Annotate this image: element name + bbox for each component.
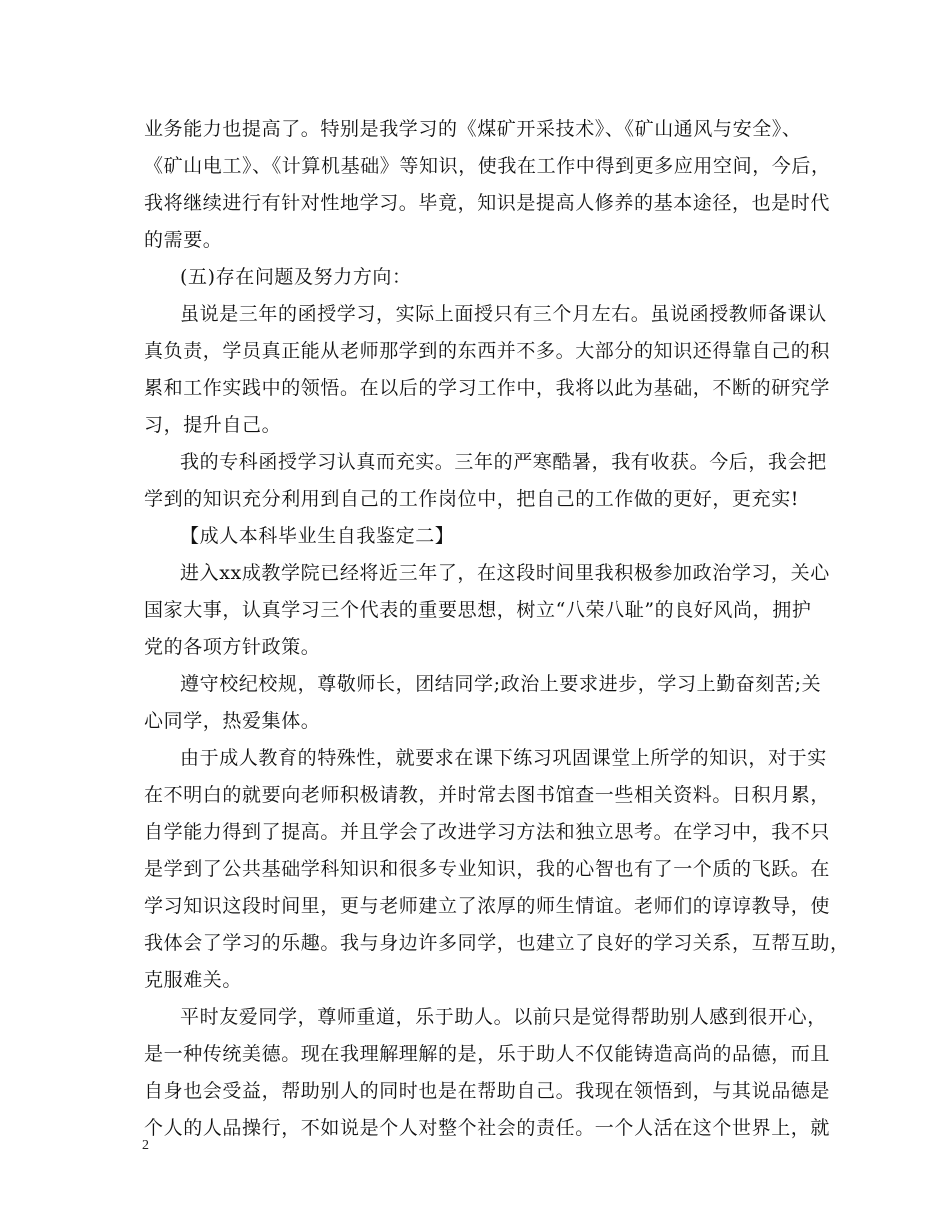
text-line: 国家大事，认真学习三个代表的重要思想，树立“八荣八耻”的良好风尚，拥护 bbox=[144, 599, 812, 621]
page-number: 2 bbox=[142, 1138, 149, 1153]
text-line: 学到的知识充分利用到自己的工作岗位中，把自己的工作做的更好，更充实! bbox=[144, 488, 800, 510]
text-line: 是学到了公共基础学科知识和很多专业知识，我的心智也有了一个质的飞跃。在 bbox=[144, 858, 831, 880]
text-line: 我体会了学习的乐趣。我与身边许多同学，也建立了良好的学习关系，互帮互助， bbox=[144, 932, 850, 954]
text-line: 进入xx成教学院已经将近三年了，在这段时间里我积极参加政治学习，关心 bbox=[180, 562, 830, 584]
text-line: 真负责，学员真正能从老师那学到的东西并不多。大部分的知识还得靠自己的积 bbox=[144, 340, 831, 362]
text-line: 业务能力也提高了。特别是我学习的《煤矿开采技术》、《矿山通风与安全》、 bbox=[144, 118, 802, 140]
text-line: 心同学，热爱集体。 bbox=[144, 710, 321, 732]
text-line: 自学能力得到了提高。并且学会了改进学习方法和独立思考。在学习中，我不只 bbox=[144, 821, 831, 843]
text-line: 的需要。 bbox=[144, 229, 223, 251]
text-line: 学习知识这段时间里，更与老师建立了浓厚的师生情谊。老师们的谆谆教导，使 bbox=[144, 895, 831, 917]
text-line: 党的各项方针政策。 bbox=[144, 636, 321, 658]
section-heading: (五)存在问题及努力方向： bbox=[180, 266, 412, 288]
text-line: 习，提升自己。 bbox=[144, 414, 282, 436]
text-line: 在不明白的就要向老师积极请教，并时常去图书馆查一些相关资料。日积月累， bbox=[144, 784, 831, 806]
text-line: 是一种传统美德。现在我理解理解的是，乐于助人不仅能铸造高尚的品德，而且 bbox=[144, 1043, 831, 1065]
text-line: 我将继续进行有针对性地学习。毕竟，知识是提高人修养的基本途径，也是时代 bbox=[144, 192, 831, 214]
text-line: 平时友爱同学，尊师重道，乐于助人。以前只是觉得帮助别人感到很开心， bbox=[180, 1006, 827, 1028]
text-line: 个人的人品操行，不如说是个人对整个社会的责任。一个人活在这个世界上，就 bbox=[144, 1117, 831, 1139]
text-line: 累和工作实践中的领悟。在以后的学习工作中，我将以此为基础，不断的研究学 bbox=[144, 377, 831, 399]
text-line: 《矿山电工》、《计算机基础》等知识，使我在工作中得到更多应用空间，今后， bbox=[144, 155, 831, 177]
text-line: 自身也会受益，帮助别人的同时也是在帮助自己。我现在领悟到，与其说品德是 bbox=[144, 1080, 831, 1102]
text-line: 虽说是三年的函授学习，实际上面授只有三个月左右。虽说函授教师备课认 bbox=[180, 303, 827, 325]
text-line: 克服难关。 bbox=[144, 969, 243, 991]
text-line: 由于成人教育的特殊性，就要求在课下练习巩固课堂上所学的知识，对于实 bbox=[180, 747, 827, 769]
text-line: 遵守校纪校规，尊敬师长，团结同学;政治上要求进步，学习上勤奋刻苦;关 bbox=[180, 673, 822, 695]
section-title: 【成人本科毕业生自我鉴定二】 bbox=[180, 525, 455, 547]
text-line: 我的专科函授学习认真而充实。三年的严寒酷暑，我有收获。今后，我会把 bbox=[180, 451, 827, 473]
